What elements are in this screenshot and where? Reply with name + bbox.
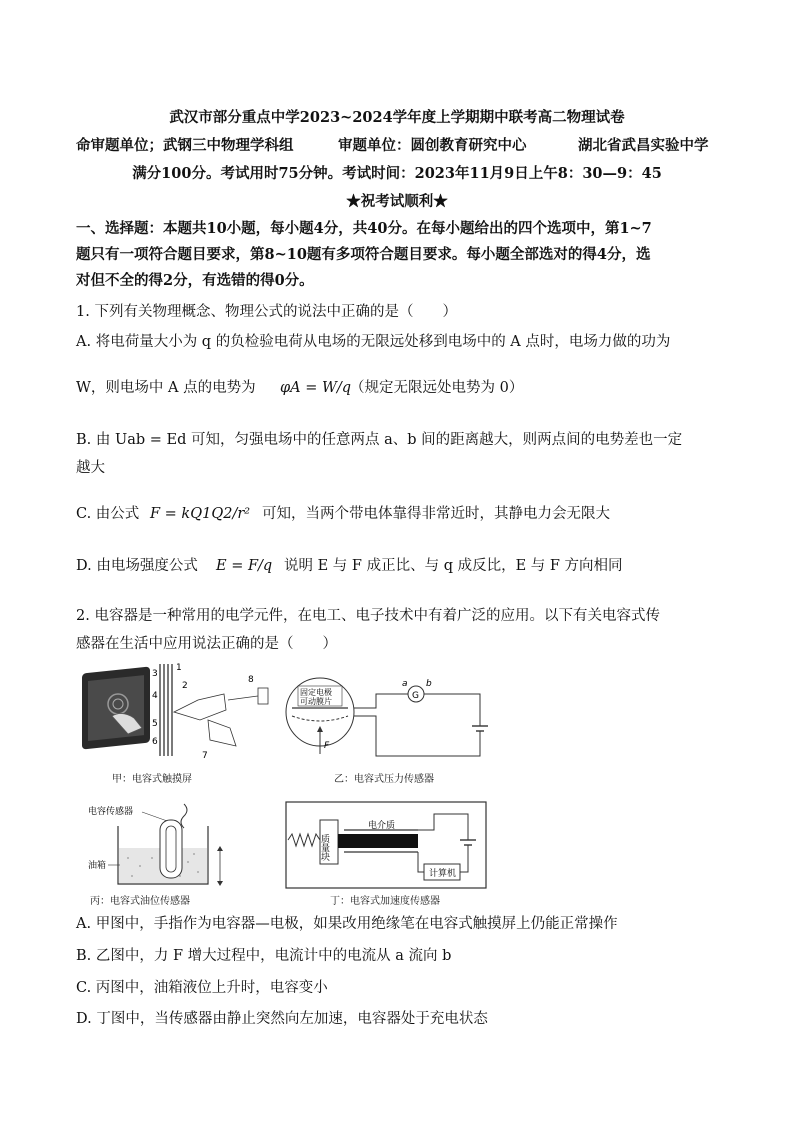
q2-option-d: D. 丁图中，当传感器由静止突然向左加速，电容器处于充电状态 <box>76 1011 488 1027</box>
jia-label-7: 7 <box>202 751 208 761</box>
yi-label-G: G <box>412 691 419 701</box>
spring-icon <box>288 834 320 846</box>
jia-label-2: 2 <box>182 681 188 691</box>
q1-option-b-line2: 越大 <box>76 460 105 476</box>
figure-yi-caption: 乙：电容式压力传感器 <box>334 774 434 785</box>
q2-stem-line1: 2. 电容器是一种常用的电学元件，在电工、电子技术中有着广泛的应用。以下有关电容式传 <box>76 608 660 624</box>
section-intro-line-1: 一、选择题：本题共10小题，每小题4分，共40分。在每小题给出的四个选项中，第1~7 <box>76 220 652 237</box>
dielectric-bar <box>338 834 418 848</box>
jia-label-3: 3 <box>152 669 158 679</box>
exam-title: 武汉市部分重点中学2023~2024学年度上学期期中联考高二物理试卷 <box>169 109 625 126</box>
q1-option-a-formula: φA = W/q <box>280 380 352 396</box>
ding-label-dielectric: 电介质 <box>368 821 396 831</box>
yi-label-movable-film: 可动膜片 <box>300 697 332 706</box>
figure-ding-caption: 丁：电容式加速度传感器 <box>330 896 440 907</box>
figure-jia-touch-screen <box>78 660 278 762</box>
figure-yi-pressure-sensor <box>284 664 494 764</box>
q1-option-c-post: 可知，当两个带电体靠得非常近时，其静电力会无限大 <box>262 506 610 522</box>
figure-ding-acceleration-sensor <box>284 800 490 890</box>
bing-label-oil-tank: 油箱 <box>88 861 107 871</box>
yi-label-a: a <box>402 679 408 689</box>
jia-label-8: 8 <box>248 675 254 685</box>
q1-option-a-line2-pre: W，则电场中 A 点的电势为 <box>76 380 256 396</box>
reviewer-unit: 审题单位：圆创教育研究中心 <box>338 137 527 154</box>
bing-label-sensor: 电容传感器 <box>88 807 134 817</box>
q1-option-c-formula: F = kQ1Q2/r² <box>150 506 251 522</box>
q1-option-d-post: 说明 E 与 F 成正比、与 q 成反比，E 与 F 方向相同 <box>284 558 623 574</box>
q1-option-c-pre: C. 由公式 <box>76 506 140 522</box>
jia-label-4: 4 <box>152 691 158 701</box>
section-intro-line-2: 题只有一项符合题目要求，第8~10题有多项符合题目要求。每小题全部选对的得4分，选 <box>76 246 651 263</box>
jia-label-6: 6 <box>152 737 158 747</box>
q1-option-d-pre: D. 由电场强度公式 <box>76 558 198 574</box>
exam-info: 满分100分。考试用时75分钟。考试时间：2023年11月9日上午8：30—9：45 <box>132 165 662 182</box>
yi-label-b: b <box>426 679 432 689</box>
q1-option-a-line2-post: （规定无限远处电势为 0） <box>350 380 524 396</box>
q1-stem: 1. 下列有关物理概念、物理公式的说法中正确的是（ ） <box>76 304 457 320</box>
figure-bing-oil-level-sensor <box>84 800 234 892</box>
q2-option-c: C. 丙图中，油箱液位上升时，电容变小 <box>76 980 328 996</box>
figure-jia-caption: 甲：电容式触摸屏 <box>112 774 192 785</box>
q2-option-a: A. 甲图中，手指作为电容器—电极，如果改用绝缘笔在电容式触摸屏上仍能正常操作 <box>76 916 618 932</box>
jia-label-5: 5 <box>152 719 158 729</box>
setter-unit: 命审题单位；武钢三中物理学科组 <box>76 137 294 154</box>
figure-bing-caption: 丙：电容式油位传感器 <box>90 896 190 907</box>
ding-label-computer: 计算机 <box>429 869 457 879</box>
q2-option-b: B. 乙图中，力 F 增大过程中，电流计中的电流从 a 流向 b <box>76 948 452 964</box>
jia-label-1: 1 <box>176 663 182 673</box>
q1-option-d-formula: E = F/q <box>216 558 273 574</box>
q1-option-b-line1: B. 由 Uab = Ed 可知，匀强电场中的任意两点 a、b 间的距离越大，则两点间的电势差也一定 <box>76 432 683 448</box>
good-luck: ★祝考试顺利★ <box>346 193 448 210</box>
ding-label-mass: 质量块 <box>319 834 329 861</box>
q2-stem-line2: 感器在生活中应用说法正确的是（ ） <box>76 636 337 652</box>
yi-label-F: F <box>324 741 330 751</box>
yi-label-fixed-electrode: 固定电极 <box>300 688 332 697</box>
q1-option-a-line1: A. 将电荷量大小为 q 的负检验电荷从电场的无限远处移到电场中的 A 点时，电场力做的功为 <box>76 334 671 350</box>
school-unit: 湖北省武昌实验中学 <box>578 137 709 154</box>
section-intro-line-3: 对但不全的得2分，有选错的得0分。 <box>76 272 314 289</box>
